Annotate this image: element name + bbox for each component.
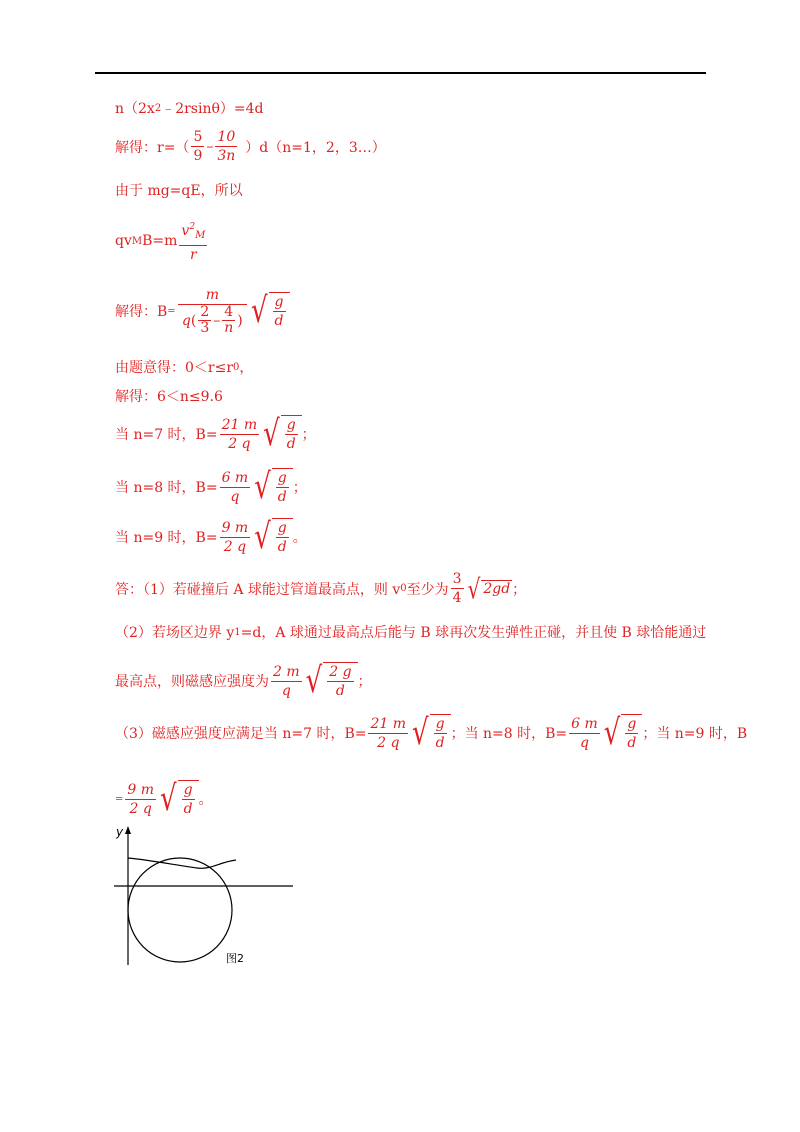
numerator: g <box>274 294 284 310</box>
fraction <box>191 128 204 165</box>
radicand <box>269 292 290 330</box>
numerator: 21 m <box>221 416 258 433</box>
radical-sign: √ <box>412 712 429 754</box>
denominator: d <box>274 313 284 329</box>
denominator: d <box>335 683 345 699</box>
subscript: 2 <box>154 102 162 114</box>
eq-line-4 <box>115 218 209 264</box>
radical-sign: √ <box>263 413 280 455</box>
sqrt <box>263 415 302 453</box>
numerator: g <box>435 716 445 732</box>
text: 当 n=9 时，B= <box>115 530 218 546</box>
radical-sign: √ <box>250 290 268 332</box>
numerator: 2 m <box>273 663 300 680</box>
fraction <box>198 305 211 336</box>
text: 最高点，则磁感应强度为 <box>115 674 269 690</box>
radical-sign: √ <box>254 516 271 558</box>
curve-path <box>128 858 236 868</box>
fraction <box>220 416 260 453</box>
subscript: M <box>131 235 143 247</box>
numerator: 21 m <box>370 715 407 732</box>
radical-sign: √ <box>254 466 271 508</box>
numerator: 4 <box>224 304 234 320</box>
text: =d，A 球通过最高点后能与 B 球再次发生弹性正碰，并且使 B 球恰能通过 <box>240 625 707 641</box>
answer-line-2 <box>115 622 706 642</box>
denominator: d <box>435 735 445 751</box>
fraction <box>271 663 302 700</box>
text: 由题意得：0＜r≤r <box>115 360 234 376</box>
text: ； <box>292 480 307 496</box>
text: n（2x <box>115 101 155 117</box>
y-axis-arrow-icon <box>125 826 131 834</box>
numerator: 2 <box>200 304 210 320</box>
radicand <box>281 415 302 453</box>
fraction <box>569 715 600 752</box>
sqrt <box>251 292 290 330</box>
minus-sign: – <box>213 312 221 329</box>
numerator: g <box>183 782 193 798</box>
fraction <box>222 305 235 336</box>
symbol: v <box>181 223 190 239</box>
denominator: 2 q <box>129 800 152 817</box>
denominator: q <box>230 488 240 505</box>
text: ， <box>239 360 254 376</box>
radical-sign: √ <box>305 660 323 702</box>
radical-sign: √ <box>603 712 621 754</box>
eq-line-3: 由于 mg=qE，所以 <box>115 183 243 199</box>
text: 。 <box>292 530 307 546</box>
text: （3）磁感应强度应满足当 n=7 时，B= <box>115 726 367 742</box>
fraction <box>179 218 207 264</box>
radicand <box>430 714 451 752</box>
text: 。 <box>198 792 213 808</box>
radicand <box>621 714 642 752</box>
eq-line-5 <box>115 286 290 336</box>
numerator: 9 m <box>221 519 249 536</box>
numerator: 9 m <box>127 781 155 798</box>
paren: ) <box>237 312 243 329</box>
numerator: 6 m <box>221 469 249 486</box>
fraction <box>285 416 298 453</box>
numerator: 3 <box>452 571 462 587</box>
radicand <box>272 468 293 506</box>
text: ； <box>512 581 527 598</box>
equals-sign: = <box>167 305 176 317</box>
fraction <box>276 469 289 506</box>
fraction <box>182 781 195 818</box>
text: B=m <box>142 233 178 249</box>
denominator: d <box>277 489 287 505</box>
radical-sign: √ <box>160 778 177 820</box>
numerator: g <box>277 470 287 486</box>
answer-line-3 <box>115 662 372 700</box>
fraction <box>125 781 156 818</box>
sqrt <box>604 714 643 752</box>
text: ﹣2rsinθ）=4d <box>161 101 264 117</box>
text: ）d（n=1，2，3…） <box>245 139 386 156</box>
text: ；当 n=8 时，B= <box>450 726 568 742</box>
fraction <box>178 286 247 336</box>
denominator: q <box>579 734 589 751</box>
subscript: 0 <box>400 583 407 594</box>
denominator: 4 <box>452 590 462 606</box>
paren: ( <box>190 312 197 329</box>
numerator: m <box>178 286 247 305</box>
text: 当 n=8 时，B= <box>115 480 218 496</box>
minus-sign: – <box>206 138 214 155</box>
fraction <box>327 663 353 700</box>
radicand <box>323 662 357 700</box>
eq-line-6 <box>115 357 253 377</box>
fraction <box>220 519 251 556</box>
fraction <box>273 293 286 330</box>
numerator: 10 <box>217 129 236 145</box>
denominator: d <box>277 539 287 555</box>
text: （2）若场区边界 y <box>115 625 235 641</box>
numerator: 6 m <box>571 715 598 732</box>
circular-path <box>128 858 232 962</box>
denominator: 3 <box>200 320 210 336</box>
answer-line-1 <box>115 570 526 607</box>
fraction <box>220 469 251 506</box>
fraction <box>434 715 447 752</box>
denominator: 2 q <box>377 734 400 751</box>
text: 答：（1）若碰撞后 A 球能过管道最高点，则 v <box>115 581 401 598</box>
radicand: 2gd <box>483 581 511 597</box>
eq-line-1 <box>115 98 264 118</box>
eq-line-9 <box>115 468 307 506</box>
numerator: g <box>277 520 287 536</box>
text: 至少为 <box>406 581 449 598</box>
radicand <box>178 780 199 818</box>
radical-sign: √ <box>467 572 481 605</box>
subscript: 0 <box>233 361 240 373</box>
denominator: 2 q <box>228 435 251 452</box>
numerator: 2 g <box>329 664 352 680</box>
answer-line-4 <box>115 714 747 752</box>
sqrt <box>254 518 293 556</box>
sqrt <box>306 662 358 700</box>
answer-line-5 <box>115 780 213 818</box>
denominator <box>180 305 245 336</box>
equals-sign: = <box>115 793 124 805</box>
superscript: 2 <box>189 222 196 232</box>
figure-caption: 图2 <box>226 952 244 965</box>
denominator: r <box>190 247 197 263</box>
fraction <box>276 519 289 556</box>
sqrt <box>254 468 293 506</box>
subscript: M <box>195 230 206 241</box>
text: ； <box>357 674 372 690</box>
subscript: 1 <box>234 626 241 638</box>
denominator: q <box>281 682 291 699</box>
denominator: 2 q <box>223 538 247 555</box>
y-axis-label: y <box>116 825 124 839</box>
eq-line-10 <box>115 518 307 556</box>
eq-line-7: 解得：6＜n≤9.6 <box>115 389 223 405</box>
radicand <box>272 518 293 556</box>
sqrt <box>412 714 451 752</box>
fraction <box>451 570 464 607</box>
numerator <box>179 218 207 246</box>
header-rule <box>95 72 706 74</box>
fraction <box>625 715 638 752</box>
denominator: d <box>286 436 296 452</box>
eq-line-8 <box>115 415 316 453</box>
sqrt <box>467 572 513 605</box>
denominator: 9 <box>193 148 203 164</box>
sqrt <box>160 780 199 818</box>
text: 当 n=7 时，B= <box>115 427 218 443</box>
eq-line-2 <box>115 128 386 165</box>
text: qv <box>115 233 132 249</box>
text: ； <box>301 427 316 443</box>
fraction <box>368 715 408 752</box>
fraction <box>215 128 237 165</box>
text: ；当 n=9 时，B <box>642 726 748 742</box>
numerator: 5 <box>193 129 203 145</box>
denominator: d <box>183 801 193 817</box>
symbol: q <box>181 312 191 329</box>
denominator: n <box>224 320 234 336</box>
numerator: g <box>627 716 637 732</box>
denominator: d <box>627 735 637 751</box>
numerator: g <box>286 417 296 433</box>
text: 解得：B <box>115 304 168 320</box>
text: 解得：r=（ <box>115 139 190 156</box>
denominator: 3n <box>217 148 236 164</box>
